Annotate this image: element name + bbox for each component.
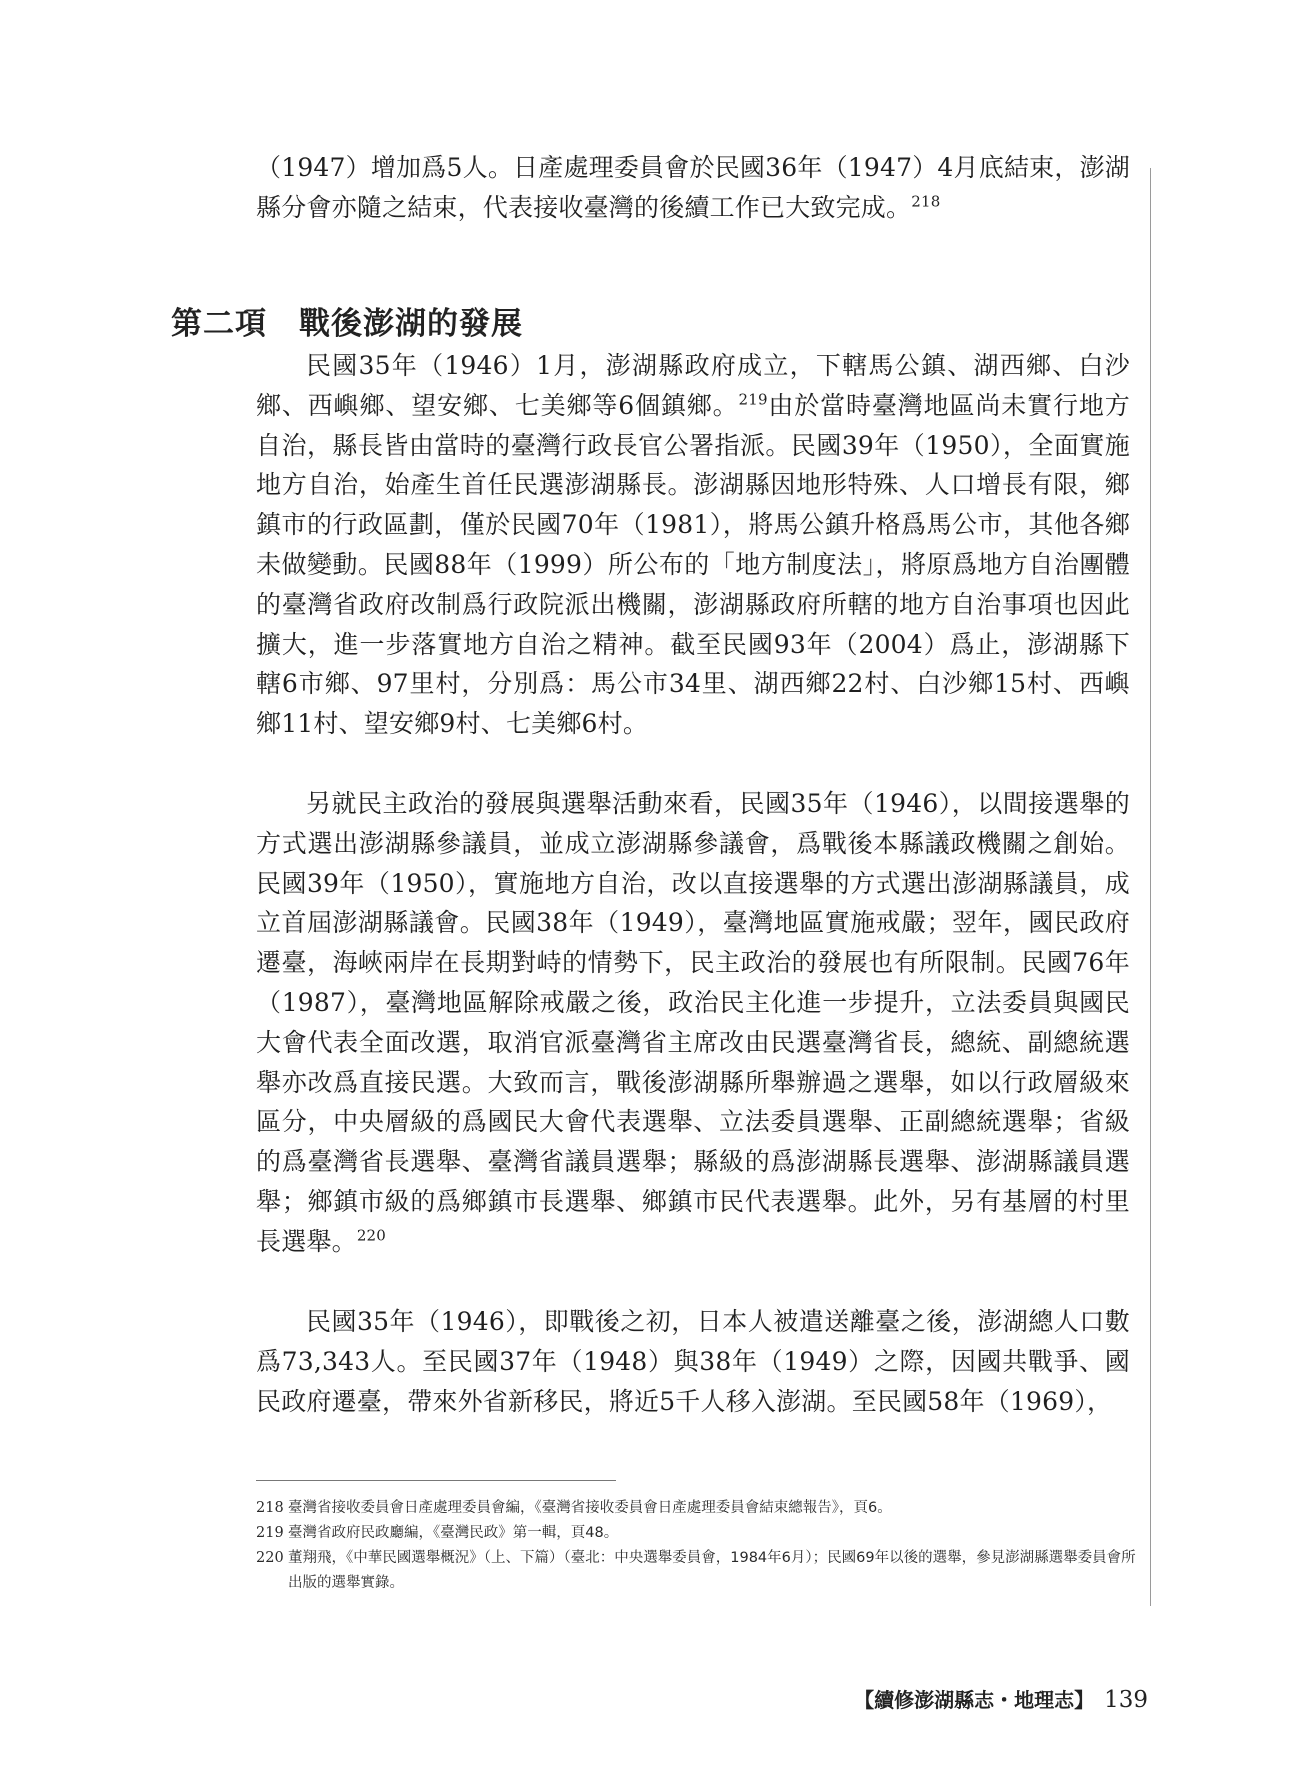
running-title: 【續修澎湖縣志・地理志】 (854, 1688, 1095, 1712)
intro-paragraph (256, 148, 1130, 228)
footnote-text: 董翔飛，《中華民國選舉概況》（上、下篇）（臺北：中央選舉委員會，1984年6月）；民國69年以後的選舉，參見澎湖縣選舉委員會所出版的選舉實錄。 (288, 1550, 1136, 1591)
footnotes (256, 1496, 1136, 1596)
intro-text: （1947）增加爲5人。日產處理委員會於民國36年（1947）4月底結束，澎湖縣分會亦隨之結束，代表接收臺灣的後續工作已大致完成。 (256, 153, 1130, 222)
section-label: 第二項 (171, 306, 267, 342)
paragraph-elections (256, 784, 1130, 1262)
section-heading (171, 298, 523, 343)
footnote-text: 臺灣省接收委員會日產處理委員會編，《臺灣省接收委員會日產處理委員會結束總報告》，頁6。 (288, 1500, 892, 1516)
footnote-text: 臺灣省政府民政廳編，《臺灣民政》第一輯，頁48。 (288, 1525, 619, 1541)
paragraph-text: 另就民主政治的發展與選舉活動來看，民國35年（1946），以間接選舉的方式選出澎湖縣參議員，並成立澎湖縣參議會，爲戰後本縣議政機關之創始。民國39年（1950），實施地方自治，改以直接選舉的方式選出澎湖縣議員，成立首屆澎湖縣議會。民國38年（1949），臺灣地區實施戒嚴；翌年，國民政府遷臺，海峽兩岸在長期對峙的情勢下，民主政治的發展也有所限制。民國76年（1987），臺灣地區解除戒嚴之後，政治民主化進一步提升，立法委員與國民大會代表全面改選，取消官派臺灣省主席改由民選臺灣省長，總統、副總統選舉亦改爲直接民選。大致而言，戰後澎湖縣所舉辦過之選舉，如以行政層級來區分，中央層級的爲國民大會代表選舉、立法委員選舉、正副總統選舉；省級的爲臺灣省長選舉、臺灣省議員選舉；縣級的爲澎湖縣長選舉、澎湖縣議員選舉；鄉鎮市級的爲鄉鎮市長選舉、鄉鎮市民代表選舉。此外，另有基層的村里長選舉。 (256, 789, 1130, 1256)
paragraph-text: 民國35年（1946）1月，澎湖縣政府成立，下轄馬公鎮、湖西鄉、白沙鄉、西嶼鄉、望安鄉、七美鄉等6個鎮鄉。 (256, 351, 1130, 420)
footnote-number: 220 (256, 1550, 284, 1566)
footnote-220 (256, 1546, 1136, 1596)
page-number: 139 (1104, 1687, 1148, 1713)
margin-rule (1150, 168, 1151, 1606)
paragraph-admin (256, 346, 1130, 744)
footnote-separator (256, 1480, 616, 1481)
footnote-ref-219: 219 (738, 390, 768, 409)
section-title: 戰後澎湖的發展 (299, 306, 523, 342)
paragraph-population (256, 1302, 1130, 1421)
paragraph-text: 民國35年（1946），即戰後之初，日本人被遣送離臺之後，澎湖總人口數爲73,343人。至民國37年（1948）與38年（1949）之際，因國共戰爭、國民政府遷臺，帶來外省新移民，將近5千人移入澎湖。至民國58年（1969）， (256, 1307, 1130, 1416)
page-footer (854, 1684, 1148, 1713)
footnote-number: 218 (256, 1500, 284, 1516)
footnote-ref-218: 218 (911, 192, 941, 211)
footnote-ref-220: 220 (356, 1226, 387, 1245)
footnote-219 (256, 1521, 1136, 1546)
footnote-number: 219 (256, 1525, 284, 1541)
paragraph-text: 由於當時臺灣地區尚未實行地方自治，縣長皆由當時的臺灣行政長官公署指派。民國39年（1950），全面實施地方自治，始產生首任民選澎湖縣長。澎湖縣因地形特殊、人口增長有限，鄉鎮市的行政區劃，僅於民國70年（1981），將馬公鎮升格爲馬公市，其他各鄉未做變動。民國88年（1999）所公布的「地方制度法」，將原爲地方自治團體的臺灣省政府改制爲行政院派出機關，澎湖縣政府所轄的地方自治事項也因此擴大，進一步落實地方自治之精神。截至民國93年（2004）爲止，澎湖縣下轄6市鄉、97里村，分別爲：馬公市34里、湖西鄉22村、白沙鄉15村、西嶼鄉11村、望安鄉9村、七美鄉6村。 (256, 390, 1130, 739)
footnote-218 (256, 1496, 1136, 1521)
